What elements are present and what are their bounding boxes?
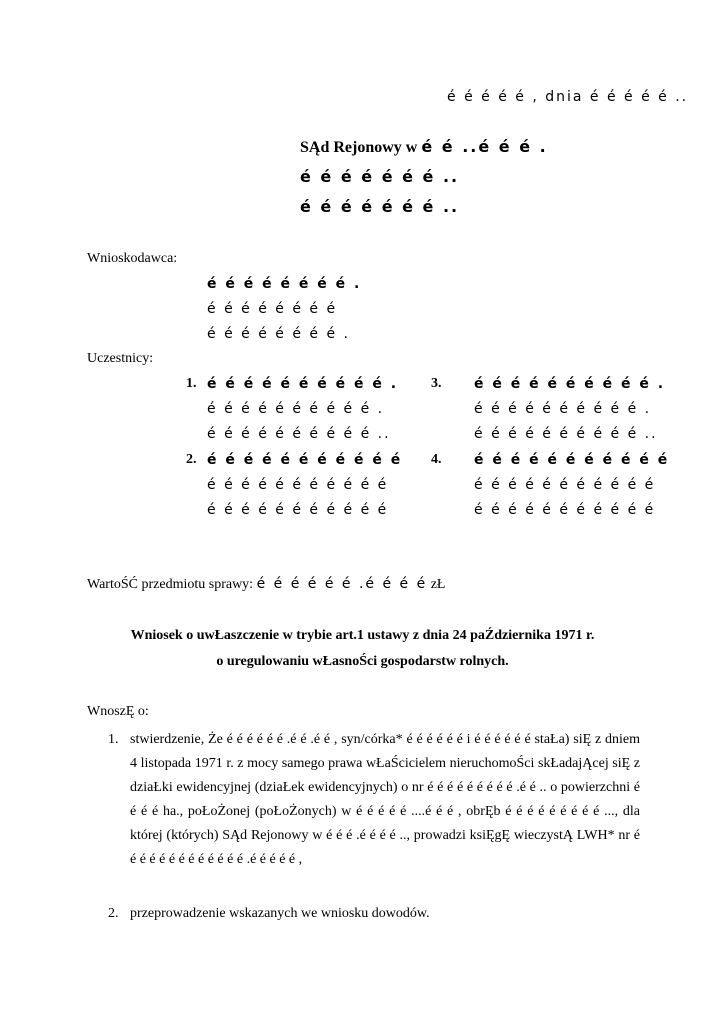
- request-item-1-text: stwierdzenie, Że é é é é é é .é é .é é , syn/córka* é é é é é é i é é é é é é staŁa) siĘ z dniem 4 listopada 1971 r. z mocy samego prawa wŁaŚcicielem nieruchomoŚci skŁadajĄcej siĘ z dziaŁki ewidencyjnej (dziaŁek ewidencyjnych) o nr é é é é é é é é é .é é .. o powierzchni é é é é ha., poŁoŻonej (poŁoŻonych) w é é é é é ....é é é , obrĘb é é é é é é é é é ..., dla której (których) SĄd Rejonowy w é é é .é é é é .., prowadzi ksiĘgĘ wieczystĄ LWH* nr é é é é é é é é é é é é é .é é é é é ,: [130, 732, 640, 867]
- participant-1-line-1: é é é é é é é é é é .: [207, 376, 399, 392]
- participant-2-line-1: é é é é é é é é é é é: [207, 452, 403, 468]
- participant-number: 1.: [186, 376, 197, 391]
- applicant-line-2: é é é é é é é é: [207, 301, 338, 317]
- case-value-currency: zŁ: [430, 577, 446, 592]
- participant-1-line-3: é é é é é é é é é é ..: [207, 426, 391, 442]
- participant-3-line-1: é é é é é é é é é é .: [474, 376, 666, 392]
- participant-1-line-2: é é é é é é é é é é .: [207, 401, 385, 417]
- participant-3-line-2: é é é é é é é é é é .: [474, 401, 652, 417]
- court-location-placeholder: é é ..é é é .: [421, 137, 548, 156]
- participant-2-line-3: é é é é é é é é é é é: [207, 502, 389, 518]
- request-label: WnoszĘ o:: [87, 704, 149, 719]
- place-date-line: [447, 90, 688, 105]
- participant-number: 3.: [431, 376, 442, 391]
- participant-4-line-2: é é é é é é é é é é é: [474, 477, 656, 493]
- court-name-label: SĄd Rejonowy w: [300, 139, 418, 156]
- participant-number: 4.: [431, 452, 442, 467]
- request-item-number: 2.: [108, 906, 119, 921]
- participants-label: Uczestnicy:: [87, 351, 154, 366]
- case-value-placeholder: é é é é é é .é é é é: [256, 576, 428, 592]
- participant-number: 2.: [186, 452, 197, 467]
- applicant-line-1: é é é é é é é é .: [207, 276, 362, 292]
- court-line-1: [300, 139, 548, 156]
- request-title-line-2: o uregulowaniu wŁasnoŚci gospodarstw rolnych.: [216, 654, 509, 669]
- participant-2-line-2: é é é é é é é é é é é: [207, 477, 389, 493]
- participant-4-line-3: é é é é é é é é é é é: [474, 502, 656, 518]
- place-date-text: é é é é é , dnia é é é é é ..: [447, 89, 689, 105]
- court-line-3: é é é é é é é ..: [300, 197, 460, 216]
- case-value-label: WartoŚĆ przedmiotu sprawy:: [87, 577, 254, 592]
- applicant-label: Wnioskodawca:: [87, 251, 178, 266]
- applicant-line-3: é é é é é é é é .: [207, 326, 350, 342]
- request-title-line-1: Wniosek o uwŁaszczenie w trybie art.1 ustawy z dnia 24 paŹdziernika 1971 r.: [130, 628, 595, 643]
- request-item-2: [130, 902, 640, 926]
- case-value-line: [87, 577, 445, 592]
- court-line-2: é é é é é é é ..: [300, 167, 460, 186]
- request-item-number: 1.: [108, 732, 119, 747]
- request-item-2-text: przeprowadzenie wskazanych we wniosku dowodów.: [130, 906, 430, 921]
- participant-4-line-1: é é é é é é é é é é é: [474, 452, 670, 468]
- participant-3-line-3: é é é é é é é é é é ..: [474, 426, 658, 442]
- request-item-1: [130, 728, 640, 872]
